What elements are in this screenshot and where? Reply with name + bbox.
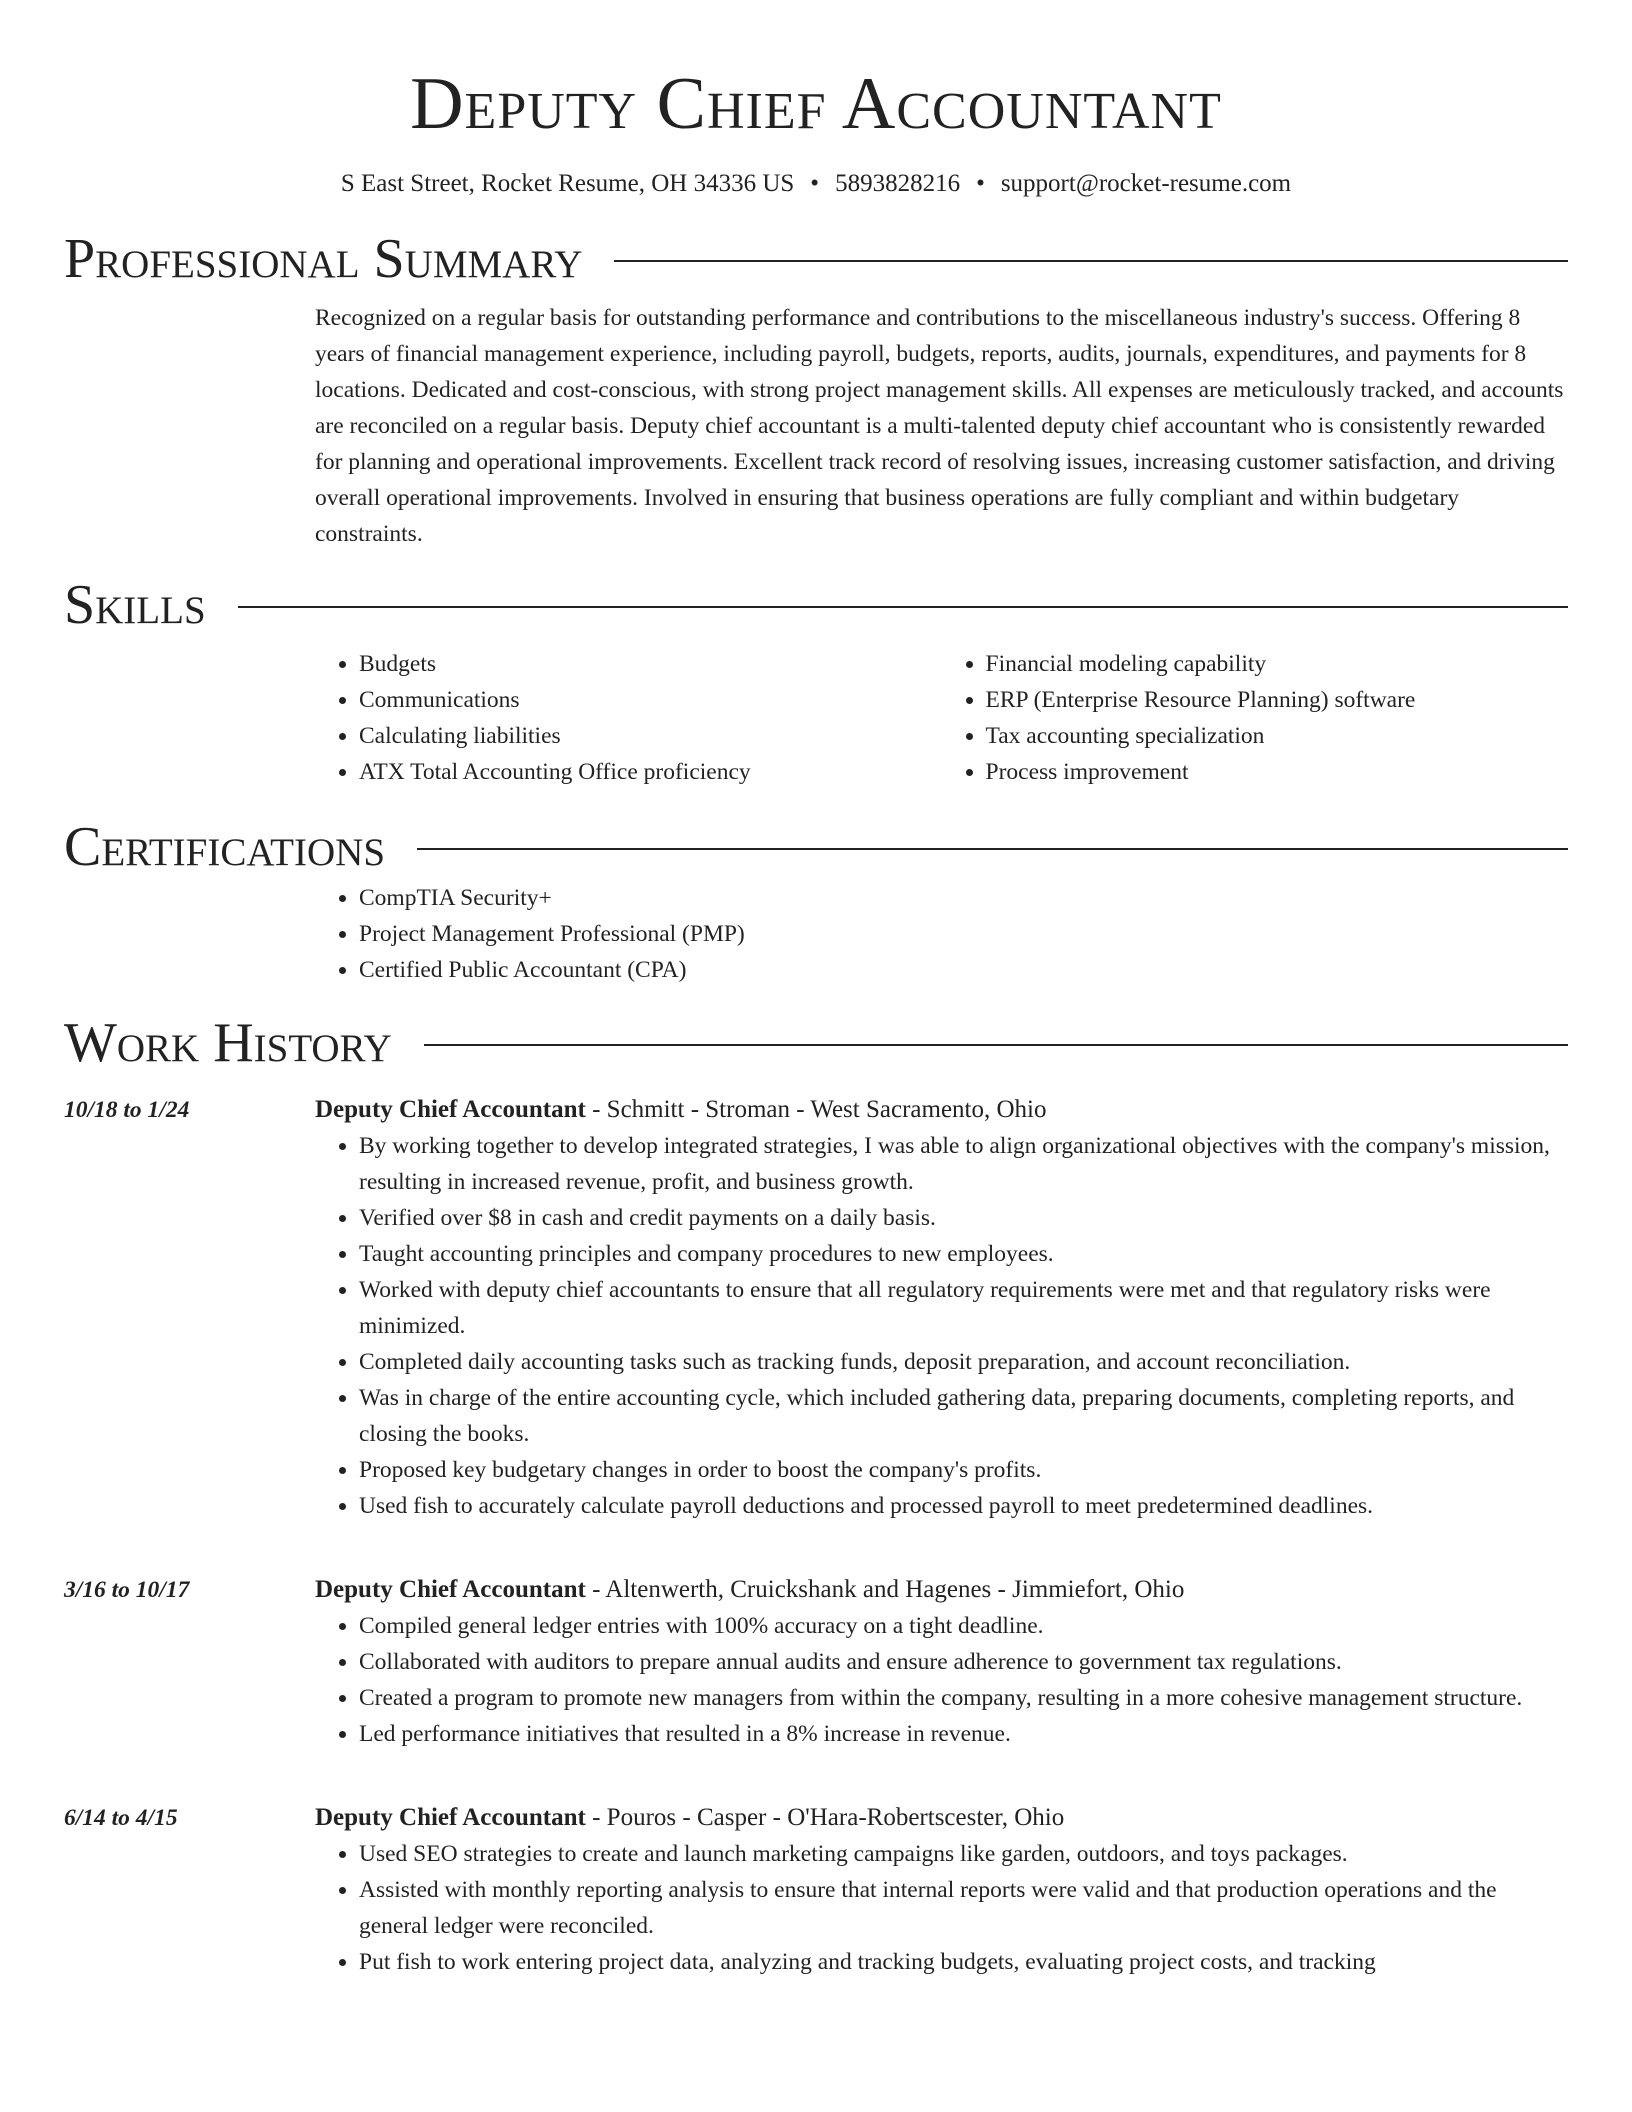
- skill-item: • Financial modeling capability: [986, 646, 1569, 682]
- contact-email: support@rocket-resume.com: [1000, 170, 1292, 197]
- job-entry: [64, 1086, 1568, 1524]
- job-bullet: • Compiled general ledger entries with 100% accuracy on a tight deadline.: [359, 1608, 1568, 1644]
- summary-section-header: [64, 226, 1568, 292]
- skills-list-right: [942, 646, 1569, 790]
- job-heading: [315, 1086, 1568, 1128]
- work-section-header: [64, 1010, 1568, 1076]
- section-divider: [424, 1044, 1568, 1046]
- contact-separator: •: [976, 170, 985, 197]
- job-bullet: • Led performance initiatives that resulted in a 8% increase in revenue.: [359, 1716, 1568, 1752]
- job-bullet: • Taught accounting principles and company procedures to new employees.: [359, 1236, 1568, 1272]
- work-history-list: [64, 1086, 1568, 1980]
- certification-item: • Project Management Professional (PMP): [359, 916, 1568, 952]
- certifications-title: Certifications: [64, 816, 386, 878]
- contact-phone: 5893828216: [835, 170, 961, 197]
- summary-title: Professional Summary: [64, 228, 583, 290]
- job-bullet: • Used fish to accurately calculate payroll deductions and processed payroll to meet predetermined deadlines.: [359, 1488, 1568, 1524]
- job-title: Deputy Chief Accountant: [315, 1096, 586, 1123]
- job-heading: [315, 1794, 1568, 1836]
- certifications-section-header: [64, 814, 1568, 880]
- job-employer: - Pouros - Casper - O'Hara-Robertscester, Ohio: [585, 1804, 1065, 1831]
- skill-item: • Budgets: [359, 646, 942, 682]
- job-bullet-list: [315, 1836, 1568, 1980]
- job-heading: [315, 1566, 1568, 1608]
- skills-title: Skills: [64, 574, 206, 636]
- job-title: Deputy Chief Accountant: [315, 1576, 586, 1603]
- job-bullet: • Collaborated with auditors to prepare annual audits and ensure adherence to government tax regulations.: [359, 1644, 1568, 1680]
- skill-item: • Calculating liabilities: [359, 718, 942, 754]
- job-dates: 10/18 to 1/24: [64, 1097, 190, 1123]
- skill-item: • ATX Total Accounting Office proficiency: [359, 754, 942, 790]
- skills-section: [315, 646, 1568, 790]
- job-entry: [64, 1794, 1568, 1980]
- section-divider: [417, 848, 1568, 850]
- job-bullet-list: [315, 1608, 1568, 1752]
- certification-item: • CompTIA Security+: [359, 880, 1568, 916]
- job-bullet: • Verified over $8 in cash and credit payments on a daily basis.: [359, 1200, 1568, 1236]
- resume-name: Deputy Chief Accountant: [410, 63, 1222, 145]
- job-bullet: • Used SEO strategies to create and launch marketing campaigns like garden, outdoors, and toys packages.: [359, 1836, 1568, 1872]
- job-bullet: • Worked with deputy chief accountants to ensure that all regulatory requirements were met and that regulatory risks were minimized.: [359, 1272, 1568, 1344]
- summary-text: Recognized on a regular basis for outstanding performance and contributions to the miscellaneous industry's success. Offering 8 years of financial management experience, including payroll, budgets, reports, audits, journals, expenditures, and payments for 8 locations. Dedicated and cost-conscious, with strong project management skills. All expenses are meticulously tracked, and accounts are reconciled on a regular basis. Deputy chief accountant is a multi-talented deputy chief accountant who is consistently rewarded for planning and operational improvements. Excellent track record of resolving issues, increasing customer satisfaction, and driving overall operational improvements. Involved in ensuring that business operations are fully compliant and within budgetary constraints.: [315, 305, 1564, 547]
- job-bullet: • Created a program to promote new managers from within the company, resulting in a more cohesive management structure.: [359, 1680, 1568, 1716]
- contact-address: S East Street, Rocket Resume, OH 34336 US: [340, 170, 795, 197]
- contact-separator: •: [810, 170, 820, 197]
- work-title: Work History: [64, 1012, 392, 1074]
- contact-line: [64, 168, 1568, 200]
- job-title: Deputy Chief Accountant: [315, 1804, 586, 1831]
- skills-list-left: [315, 646, 942, 790]
- certifications-list: [315, 880, 1568, 988]
- section-divider: [238, 606, 1568, 608]
- job-bullet: • Put fish to work entering project data, analyzing and tracking budgets, evaluating project costs, and tracking: [359, 1944, 1568, 1980]
- skill-item: • Communications: [359, 682, 942, 718]
- job-bullet: • By working together to develop integrated strategies, I was able to align organizational objectives with the company's mission, resulting in increased revenue, profit, and business growth.: [359, 1128, 1568, 1200]
- section-divider: [614, 260, 1568, 262]
- job-dates: 6/14 to 4/15: [64, 1805, 178, 1831]
- resume-page: [64, 0, 1568, 1980]
- job-employer: - Schmitt - Stroman - West Sacramento, Ohio: [585, 1096, 1047, 1123]
- job-bullet: • Assisted with monthly reporting analysis to ensure that internal reports were valid and that production operations and the general ledger were reconciled.: [359, 1872, 1568, 1944]
- job-bullet: • Completed daily accounting tasks such as tracking funds, deposit preparation, and account reconciliation.: [359, 1344, 1568, 1380]
- job-bullet-list: [315, 1128, 1568, 1524]
- job-employer: - Altenwerth, Cruickshank and Hagenes - Jimmiefort, Ohio: [585, 1576, 1185, 1603]
- certifications-section: [315, 880, 1568, 988]
- job-dates: 3/16 to 10/17: [64, 1577, 190, 1603]
- certification-item: • Certified Public Accountant (CPA): [359, 952, 1568, 988]
- job-bullet: • Proposed key budgetary changes in order to boost the company's profits.: [359, 1452, 1568, 1488]
- skills-section-header: [64, 572, 1568, 638]
- skill-item: • ERP (Enterprise Resource Planning) software: [986, 682, 1569, 718]
- skill-item: • Process improvement: [986, 754, 1569, 790]
- job-entry: [64, 1566, 1568, 1752]
- skill-item: • Tax accounting specialization: [986, 718, 1569, 754]
- job-bullet: • Was in charge of the entire accounting cycle, which included gathering data, preparing documents, completing reports, and closing the books.: [359, 1380, 1568, 1452]
- summary-section: [315, 300, 1568, 552]
